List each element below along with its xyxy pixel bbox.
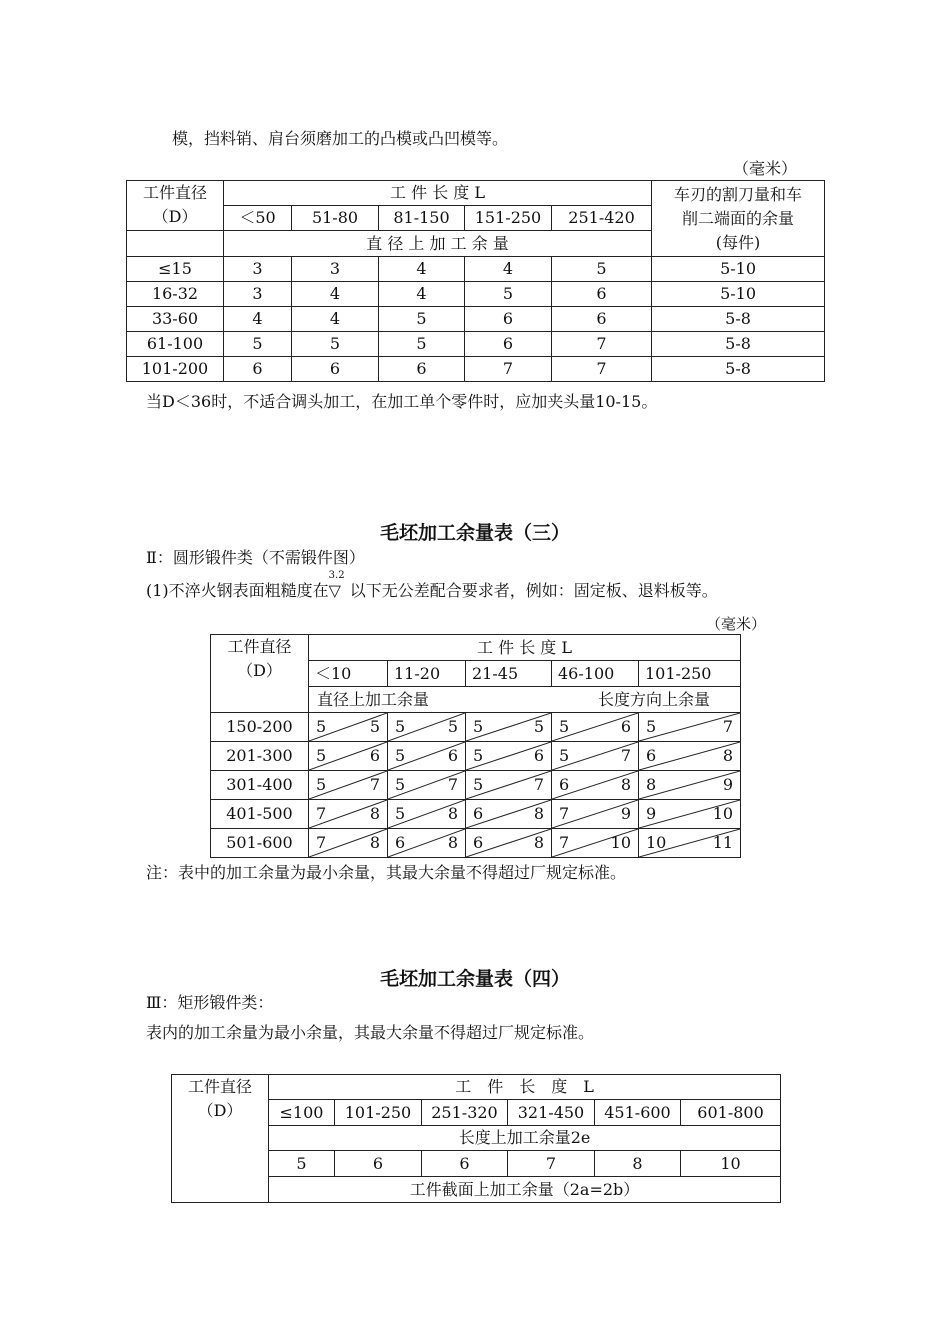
cell-value: 4 bbox=[379, 257, 465, 282]
allowance-table-1 bbox=[126, 180, 825, 382]
length-range: 251-420 bbox=[552, 206, 652, 231]
length-allowance: 5 bbox=[447, 717, 458, 736]
length-allowance: 5 bbox=[369, 717, 380, 736]
length-allowance: 5 bbox=[533, 717, 544, 736]
diameter-allowance: 5 bbox=[316, 717, 327, 736]
header-diameter: 工件直径 （D） bbox=[127, 181, 224, 231]
roughness-icon: 3.2 ▽ bbox=[328, 570, 345, 600]
length-range: 251-320 bbox=[422, 1100, 508, 1126]
split-cell bbox=[466, 829, 552, 858]
split-cell bbox=[388, 713, 466, 742]
cell-value: 5 bbox=[269, 1151, 335, 1177]
sub-header: 直 径 上 加 工 余 量 bbox=[224, 231, 652, 257]
diameter-allowance: 6 bbox=[473, 833, 484, 852]
sub-header bbox=[309, 687, 741, 713]
cell-value: 8 bbox=[595, 1151, 681, 1177]
length-range: 46-100 bbox=[552, 661, 639, 687]
header-diameter: 工件直径 （D） bbox=[211, 635, 309, 713]
table-row bbox=[211, 800, 741, 829]
table-row bbox=[211, 713, 741, 742]
diameter-allowance: 5 bbox=[473, 746, 484, 765]
split-cell bbox=[552, 771, 639, 800]
header-diameter: 工件直径 （D） bbox=[172, 1075, 269, 1203]
length-range: ＜10 bbox=[309, 661, 388, 687]
length-allowance: 8 bbox=[533, 804, 544, 823]
row-diameter: ≤15 bbox=[127, 257, 224, 282]
header-diameter-cont bbox=[127, 231, 224, 257]
cell-value: 7 bbox=[552, 357, 652, 382]
length-allowance: 9 bbox=[722, 775, 734, 794]
split-cell bbox=[552, 829, 639, 858]
allowance-table-3 bbox=[210, 634, 741, 858]
row-diameter: 61-100 bbox=[127, 332, 224, 357]
split-cell bbox=[552, 742, 639, 771]
cell-value: 4 bbox=[465, 257, 552, 282]
diameter-allowance: 8 bbox=[646, 775, 657, 794]
cell-value: 6 bbox=[335, 1151, 422, 1177]
table-row bbox=[127, 307, 825, 332]
length-allowance: 6 bbox=[447, 746, 458, 765]
split-cell bbox=[309, 800, 388, 829]
table-row bbox=[127, 282, 825, 307]
length-allowance: 6 bbox=[369, 746, 380, 765]
cell-value: 6 bbox=[224, 357, 292, 382]
sub-header-left: 直径上加工余量 bbox=[317, 689, 430, 709]
cell-value: 5 bbox=[379, 332, 465, 357]
length-allowance: 6 bbox=[620, 717, 631, 736]
split-cell bbox=[639, 800, 741, 829]
split-cell bbox=[552, 800, 639, 829]
length-allowance: 8 bbox=[620, 775, 631, 794]
footer-row: 工件截面上加工余量（2a=2b） bbox=[269, 1177, 781, 1203]
diameter-allowance: 5 bbox=[395, 717, 406, 736]
length-allowance: 8 bbox=[722, 746, 734, 765]
length-allowance: 10 bbox=[610, 833, 631, 852]
diameter-allowance: 5 bbox=[395, 804, 406, 823]
cell-value: 3 bbox=[224, 257, 292, 282]
cell-value: 6 bbox=[552, 282, 652, 307]
length-allowance: 11 bbox=[712, 833, 734, 852]
diameter-allowance: 5 bbox=[559, 717, 570, 736]
cell-value: 6 bbox=[379, 357, 465, 382]
diameter-allowance: 5 bbox=[559, 746, 570, 765]
cell-value: 5 bbox=[465, 282, 552, 307]
allowance-table-4 bbox=[171, 1074, 781, 1203]
section-subtitle: Ⅱ：圆形锻件类（不需锻件图） bbox=[146, 548, 365, 567]
sub-header-right: 长度方向上余量 bbox=[598, 689, 711, 709]
header-extra: 车刃的割刀量和车 削二端面的余量 (每件) bbox=[652, 181, 825, 257]
split-cell bbox=[552, 713, 639, 742]
cell-extra: 5-10 bbox=[652, 257, 825, 282]
roughness-line: (1)不淬火钢表面粗糙度在 3.2 ▽ 以下无公差配合要求者，例如：固定板、退料板等。 bbox=[146, 570, 718, 600]
cell-value: 10 bbox=[681, 1151, 781, 1177]
table-row bbox=[211, 829, 741, 858]
split-cell bbox=[639, 742, 741, 771]
diameter-allowance: 5 bbox=[473, 775, 484, 794]
row-diameter: 16-32 bbox=[127, 282, 224, 307]
cell-value: 3 bbox=[224, 282, 292, 307]
cell-value: 6 bbox=[465, 332, 552, 357]
split-cell bbox=[466, 771, 552, 800]
length-range: 81-150 bbox=[379, 206, 465, 231]
diameter-allowance: 5 bbox=[395, 775, 406, 794]
diameter-allowance: 6 bbox=[395, 833, 406, 852]
table-note: 注：表中的加工余量为最小余量，其最大余量不得超过厂规定标准。 bbox=[146, 863, 627, 882]
cell-value: 3 bbox=[292, 257, 379, 282]
sub-header: 长度上加工余量2e bbox=[269, 1126, 781, 1151]
row-diameter: 150-200 bbox=[211, 713, 309, 742]
diameter-allowance: 10 bbox=[646, 833, 667, 852]
row-diameter: 301-400 bbox=[211, 771, 309, 800]
table-row bbox=[211, 771, 741, 800]
unit-label: （毫米） bbox=[706, 615, 767, 633]
diameter-allowance: 5 bbox=[646, 717, 657, 736]
row-diameter: 201-300 bbox=[211, 742, 309, 771]
diameter-allowance: 7 bbox=[559, 833, 570, 852]
length-allowance: 10 bbox=[712, 804, 734, 823]
length-allowance: 7 bbox=[447, 775, 458, 794]
cell-value: 6 bbox=[422, 1151, 508, 1177]
diameter-allowance: 5 bbox=[316, 746, 327, 765]
section-subtitle: Ⅲ：矩形锻件类： bbox=[146, 993, 274, 1012]
section-title: 毛坯加工余量表（三） bbox=[379, 522, 570, 544]
cell-value: 6 bbox=[292, 357, 379, 382]
cell-value: 5 bbox=[552, 257, 652, 282]
diameter-allowance: 5 bbox=[316, 775, 327, 794]
row-diameter: 501-600 bbox=[211, 829, 309, 858]
cell-extra: 5-8 bbox=[652, 307, 825, 332]
row-diameter: 101-200 bbox=[127, 357, 224, 382]
cell-value: 4 bbox=[292, 307, 379, 332]
cell-value: 7 bbox=[508, 1151, 595, 1177]
length-allowance: 7 bbox=[369, 775, 380, 794]
length-range: 51-80 bbox=[292, 206, 379, 231]
cell-extra: 5-10 bbox=[652, 282, 825, 307]
length-allowance: 7 bbox=[722, 717, 734, 736]
cell-value: 4 bbox=[224, 307, 292, 332]
length-range: 21-45 bbox=[466, 661, 552, 687]
split-cell bbox=[388, 771, 466, 800]
table-row bbox=[127, 332, 825, 357]
split-cell bbox=[639, 713, 741, 742]
length-range: 151-250 bbox=[465, 206, 552, 231]
split-cell bbox=[309, 713, 388, 742]
length-allowance: 9 bbox=[620, 804, 631, 823]
diameter-allowance: 7 bbox=[316, 833, 327, 852]
length-range: ＜50 bbox=[224, 206, 292, 231]
intro-text: 模，挡料销、肩台须磨加工的凸模或凸凹模等。 bbox=[172, 129, 509, 148]
split-cell bbox=[466, 713, 552, 742]
diameter-allowance: 5 bbox=[473, 717, 484, 736]
split-cell bbox=[388, 800, 466, 829]
length-allowance: 7 bbox=[620, 746, 631, 765]
cell-value: 6 bbox=[465, 307, 552, 332]
diameter-allowance: 6 bbox=[559, 775, 570, 794]
cell-extra: 5-8 bbox=[652, 332, 825, 357]
cell-value: 5 bbox=[379, 307, 465, 332]
row-diameter: 401-500 bbox=[211, 800, 309, 829]
section-description: 表内的加工余量为最小余量，其最大余量不得超过厂规定标准。 bbox=[146, 1023, 595, 1042]
table-row bbox=[127, 357, 825, 382]
split-cell bbox=[639, 829, 741, 858]
split-cell bbox=[309, 771, 388, 800]
diameter-allowance: 7 bbox=[559, 804, 570, 823]
length-allowance: 8 bbox=[447, 833, 458, 852]
cell-value: 6 bbox=[552, 307, 652, 332]
table-row bbox=[211, 742, 741, 771]
unit-label: （毫米） bbox=[733, 159, 798, 178]
table-row bbox=[127, 257, 825, 282]
length-range: 101-250 bbox=[335, 1100, 422, 1126]
cell-value: 4 bbox=[292, 282, 379, 307]
length-range: 11-20 bbox=[388, 661, 466, 687]
length-allowance: 8 bbox=[369, 804, 380, 823]
table-note: 当D＜36时，不适合调头加工，在加工单个零件时，应加夹头量10-15。 bbox=[146, 392, 658, 411]
length-range: 321-450 bbox=[508, 1100, 595, 1126]
diameter-allowance: 6 bbox=[646, 746, 657, 765]
diameter-allowance: 5 bbox=[395, 746, 406, 765]
split-cell bbox=[388, 742, 466, 771]
length-range: 451-600 bbox=[595, 1100, 681, 1126]
split-cell bbox=[309, 829, 388, 858]
split-cell bbox=[639, 771, 741, 800]
cell-value: 5 bbox=[224, 332, 292, 357]
diameter-allowance: 9 bbox=[646, 804, 657, 823]
length-allowance: 8 bbox=[533, 833, 544, 852]
diameter-allowance: 7 bbox=[316, 804, 327, 823]
diameter-allowance: 6 bbox=[473, 804, 484, 823]
split-cell bbox=[309, 742, 388, 771]
split-cell bbox=[466, 800, 552, 829]
cell-value: 5 bbox=[292, 332, 379, 357]
length-allowance: 7 bbox=[533, 775, 544, 794]
length-range: ≤100 bbox=[269, 1100, 335, 1126]
row-diameter: 33-60 bbox=[127, 307, 224, 332]
section-title: 毛坯加工余量表（四） bbox=[379, 968, 570, 990]
length-range: 601-800 bbox=[681, 1100, 781, 1126]
header-length: 工 件 长 度 L bbox=[269, 1075, 781, 1100]
header-length: 工 件 长 度 L bbox=[309, 635, 741, 661]
length-allowance: 8 bbox=[369, 833, 380, 852]
length-range: 101-250 bbox=[639, 661, 741, 687]
length-allowance: 6 bbox=[533, 746, 544, 765]
split-cell bbox=[466, 742, 552, 771]
header-length: 工 件 长 度 L bbox=[224, 181, 652, 206]
cell-value: 7 bbox=[552, 332, 652, 357]
cell-value: 4 bbox=[379, 282, 465, 307]
cell-extra: 5-8 bbox=[652, 357, 825, 382]
length-allowance: 8 bbox=[447, 804, 458, 823]
split-cell bbox=[388, 829, 466, 858]
cell-value: 7 bbox=[465, 357, 552, 382]
